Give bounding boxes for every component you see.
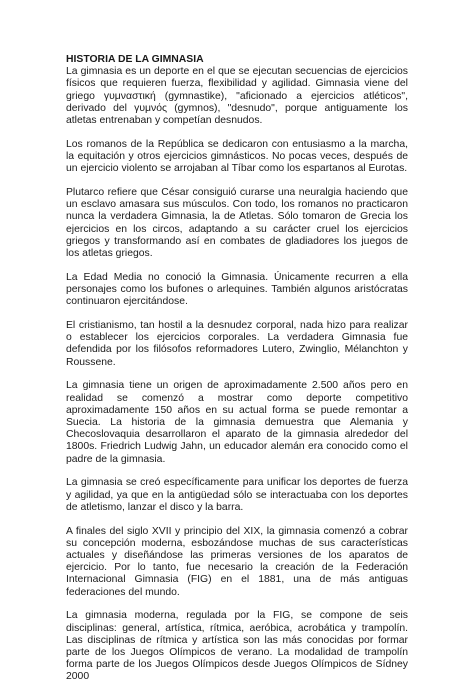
- paragraph-christianity: El cristianismo, tan hostil a la desnudez corporal, nada hizo para realizar o establecer los ejercicios corporales. La verdadera Gimnasia fue defendida por los filósofos reformadores Lutero, Zwinglio, Mélanchton y Roussene.: [66, 320, 408, 368]
- document-page: [66, 54, 408, 695]
- paragraph-plutarco: Plutarco refiere que César consiguió curarse una neuralgia haciendo que un esclavo amasara sus músculos. Con todo, los romanos no practicaron nunca la verdadera Gimnasia, la de Atletas. Sólo tomaron de Grecia los ejercicios en los circos, adaptando a su carácter cruel los ejercicios griegos y transformando así en combates de gladiadores los juegos de los atletas griegos.: [66, 187, 408, 260]
- paragraph-origin: La gimnasia tiene un origen de aproximadamente 2.500 años pero en realidad se comenzó a mostrar como deporte competitivo aproximadamente 150 años en su actual forma se puede remontar a Suecia. La historia de la gimnasia demuestra que Alemania y Checoslovaquia desarrollaron el aparato de la gimnasia alrededor del 1800s. Friedrich Ludwig Jahn, un educador alemán era conocido como el padre de la gimnasia.: [66, 380, 408, 465]
- paragraph-disciplines: La gimnasia moderna, regulada por la FIG, se compone de seis disciplinas: general, artística, rítmica, aeróbica, acrobática y trampolín. Las disciplinas de rítmica y artística son las más conocidas por formar parte de los Juegos Olímpicos de verano. La modalidad de trampolín forma parte de los Juegos Olímpicos desde Juegos Olímpicos de Sídney 2000: [66, 610, 408, 683]
- document-title: HISTORIA DE LA GIMNASIA: [66, 54, 204, 65]
- paragraph-intro: La gimnasia es un deporte en el que se ejecutan secuencias de ejercicios físicos que requieren fuerza, flexibilidad y agilidad. Gimnasia viene del griego γυμναστική (gymnastike), "aficionado a ejercicios atléticos", derivado del γυμνός (gymnos), "desnudo", porque antiguamente los atletas entrenaban y competían desnudos.: [66, 66, 408, 127]
- paragraph-modern-concept: A finales del siglo XVII y principio del XIX, la gimnasia comenzó a cobrar su concepción moderna, esbozándose muchas de sus características actuales y diseñándose las primeras versiones de los aparatos de ejercicio. Por lo tanto, fue necesario la creación de la Federación Internacional Gimnasia (FIG) en el 1881, una de más antiguas federaciones del mundo.: [66, 525, 408, 598]
- paragraph-purpose: La gimnasia se creó específicamente para unificar los deportes de fuerza y agilidad, ya que en la antigüedad sólo se interactuaba con los deportes de atletismo, lanzar el disco y la barra.: [66, 477, 408, 513]
- paragraph-romans: Los romanos de la República se dedicaron con entusiasmo a la marcha, la equitación y otros ejercicios gimnásticos. No pocas veces, después de un ejercicio violento se arrojaban al Tíbar como los espartanos al Eurotas.: [66, 138, 408, 175]
- paragraph-middle-ages: La Edad Media no conoció la Gimnasia. Únicamente recurren a ella personajes como los bufones o arlequines. También algunos aristócratas continuaron ejercitándose.: [66, 271, 408, 308]
